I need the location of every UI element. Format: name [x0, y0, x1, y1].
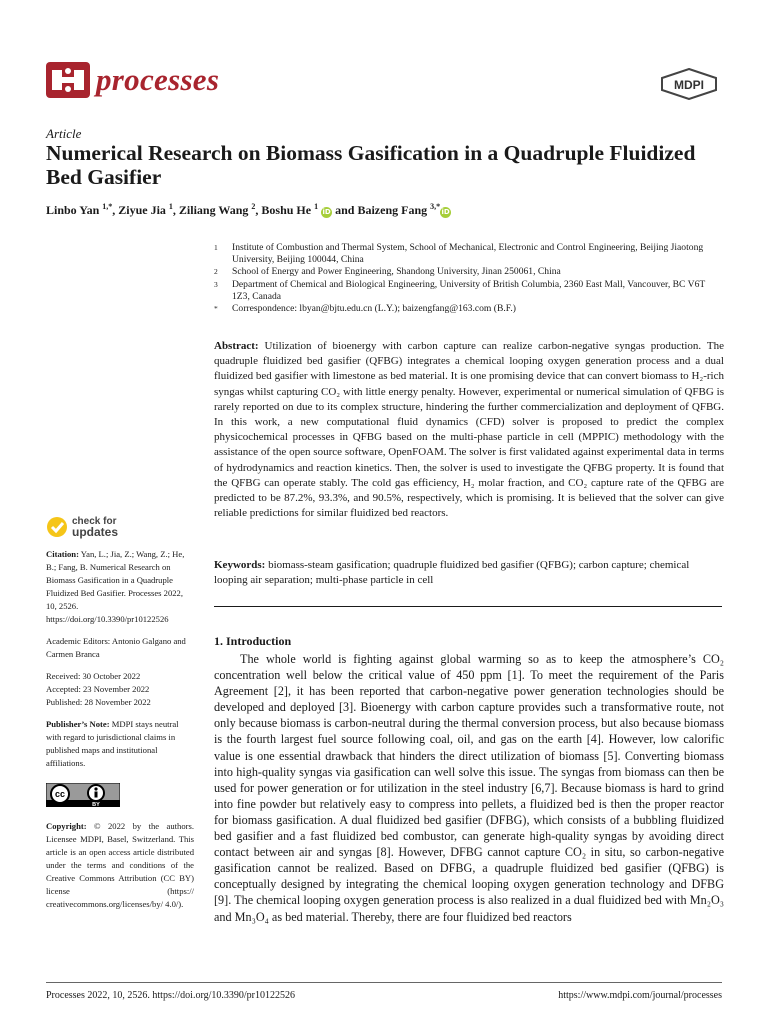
- section-heading: 1. Introduction: [214, 634, 292, 648]
- affiliations: [214, 242, 724, 315]
- processes-logo-icon: [46, 62, 90, 98]
- intro-paragraph: The whole world is fighting against global warming so as to keep the atmosphere’s CO₂ concentration well below the critical value of 450 ppm [1]. To meet the requirement of the Paris Agreement [2], it has been reported that carbon-negative power generation technologies should be developed and deployed [3]. Bioenergy with carbon capture provides such a transformative route, not only because biomass is carbon-neutral during the thermal conversion process, but also because biomass is the fourth largest fuel source following coal, oil, and gas on the earth [4]. However, low calorific value is one essential drawback that hinders the direct utilization of biomass [5]. Converting biomass into high-quality syngas via gasification can well solve this issue. The syngas from biomass can then be used for power generation or for utilization in the steel industry [6,7]. Because biomass is hard to grind into fine powder but relatively easy to compress into pellets, a fluidized bed is then the proper reactor for biomass gasification. A dual fluidized bed gasifier (DFBG), which consists of a bubbling fluidized bed gasifier and a fast fluidized bed combustor, can generate high-quality syngas by avoiding direct contact between air and syngas [8]. However, DFBG cannot capture CO₂ in situ, so carbon-negative gasification cannot be realized. Based on DFBG, a quadruple fluidized bed gasifier (QFBG) is conceptually designed by integrating the chemical looping oxygen generation technology and DFBG [9]. The chemical looping oxygen generation process is also realized in a dual fluidized bed with Mn₂O₃ and Mn₃O₄ as bed material. Thereby, there are four fluidized bed reactors: [214, 652, 724, 924]
- section-divider: [214, 606, 722, 607]
- keywords-text: biomass-steam gasification; quadruple fluidized bed gasifier (QFBG); carbon capture; chemical looping air separation; multi-phase particle in cell: [214, 559, 690, 587]
- article-title: Numerical Research on Biomass Gasification in a Quadruple Fluidized Bed Gasifier: [46, 141, 696, 189]
- affiliation-item: 3 Department of Chemical and Biological Engineering, University of British Columbia, 2360 East Mall, Vancouver, BC V6T 1Z3, Canada: [214, 278, 706, 302]
- keywords-label: Keywords:: [214, 559, 266, 571]
- affiliation-item: 2 School of Energy and Power Engineering, Shandong University, Jinan 250061, China: [214, 266, 561, 278]
- footer-journal-link[interactable]: https://www.mdpi.com/journal/processes: [558, 990, 722, 1001]
- author-5[interactable]: Baizeng Fang $^{3,*}$iD: [357, 202, 450, 217]
- keywords: [214, 558, 724, 588]
- academic-editors: Academic Editors: Antonio Galgano and Carmen Branca: [46, 636, 186, 659]
- footer-divider: [46, 982, 722, 983]
- abstract: [214, 339, 724, 521]
- cc-by-license-icon[interactable]: [46, 783, 120, 807]
- author-list: Linbo Yan $^{1,*}$, Ziyue Jia $^1$, Ziliang Wang $^2$, Boshu He $^1$ iD and Baizeng Fang $^{3,*}$iD: [46, 202, 450, 217]
- accepted-date: Accepted: 23 November 2022: [46, 684, 150, 694]
- svg-text:cc: cc: [54, 789, 66, 799]
- journal-name: processes: [96, 62, 220, 97]
- check-top-label: check for: [72, 516, 117, 527]
- published-date: Published: 28 November 2022: [46, 697, 151, 707]
- correspondence: * Correspondence: lbyan@bjtu.edu.cn (L.Y.); baizengfang@163.com (B.F.): [214, 303, 516, 315]
- check-bottom-label: updates: [72, 525, 119, 539]
- author-4[interactable]: Boshu He $^1$ iD: [261, 202, 331, 217]
- mdpi-logo: [660, 68, 718, 100]
- sidebar: [46, 516, 194, 920]
- author-3[interactable]: Ziliang Wang $^2$: [178, 202, 256, 217]
- article-type: Article: [46, 126, 82, 141]
- check-updates-icon: [46, 516, 68, 538]
- citation: Citation: Yan, L.; Jia, Z.; Wang, Z.; He, B.; Fang, B. Numerical Research on Biomass Gasification in a Quadruple Fluidized Bed Gasifier. Processes 2022, 10, 2526. https://doi.org/10.3390/pr10122526: [46, 549, 185, 624]
- dates: [46, 670, 194, 709]
- check-for-updates-button[interactable]: [46, 516, 194, 538]
- copyright: Copyright: © 2022 by the authors. Licensee MDPI, Basel, Switzerland. This article is an open access article distributed under the terms and conditions of the Creative Commons Attribution (CC BY) license (https:// creativecommons.org/licenses/by/ 4.0/).: [46, 821, 194, 909]
- abstract-text: Utilization of bioenergy with carbon capture can realize carbon-negative syngas production. The quadruple fluidized bed gasifier (QFBG) integrates a chemical looping oxygen generation process and a dual fluidized bed gasifier with limestone as bed material. It is one promising device that can convert biomass to H₂-rich syngas whilst capturing CO₂ with little energy penalty. However, experimental or numerical simulation of QFBG is rarely reported on due to its complex structure, hindering the further commercialization and deployment of QFBG. In this work, a new computational fluid dynamics (CFD) solver is proposed to predict the complex physicochemical processes in QFBG based on the multi-phase particle in cell (MPPIC) methodology with the assistance of the open source software, OpenFOAM. The solver is first validated against experimental data in terms of hydrodynamics and reaction kinetics. Then, the solver is used to investigate the QFBG property. It is found that the QFBG can operate stably. The cold gas efficiency, H₂ molar fraction, and CO₂ capture rate of the QFBG are predicted to be 87.2%, 93.3%, and 90.5%, respectively, which is promising. It is believed that the solver can give reliable predictions for similar fluidized bed reactors.: [214, 340, 724, 520]
- journal-header: [46, 58, 722, 104]
- orcid-icon[interactable]: iD: [441, 208, 450, 216]
- license-badge: BY: [92, 802, 100, 807]
- author-1[interactable]: Linbo Yan $^{1,*}$: [46, 202, 113, 217]
- publisher-name: MDPI: [674, 78, 704, 92]
- abstract-label: Abstract:: [214, 340, 259, 352]
- orcid-icon[interactable]: iD: [322, 208, 331, 216]
- received-date: Received: 30 October 2022: [46, 671, 141, 681]
- publisher-note: Publisher’s Note: MDPI stays neutral with regard to jurisdictional claims in published maps and institutional affiliations.: [46, 719, 179, 768]
- author-2[interactable]: Ziyue Jia $^1$: [118, 202, 173, 217]
- affiliation-item: 1 Institute of Combustion and Thermal System, School of Mechanical, Electronic and Control Engineering, Beijing Jiaotong University, Beijing 100044, China: [214, 242, 704, 266]
- footer-citation: Processes 2022, 10, 2526. https://doi.org/10.3390/pr10122526: [46, 990, 295, 1001]
- author-conjunction: and: [335, 203, 355, 217]
